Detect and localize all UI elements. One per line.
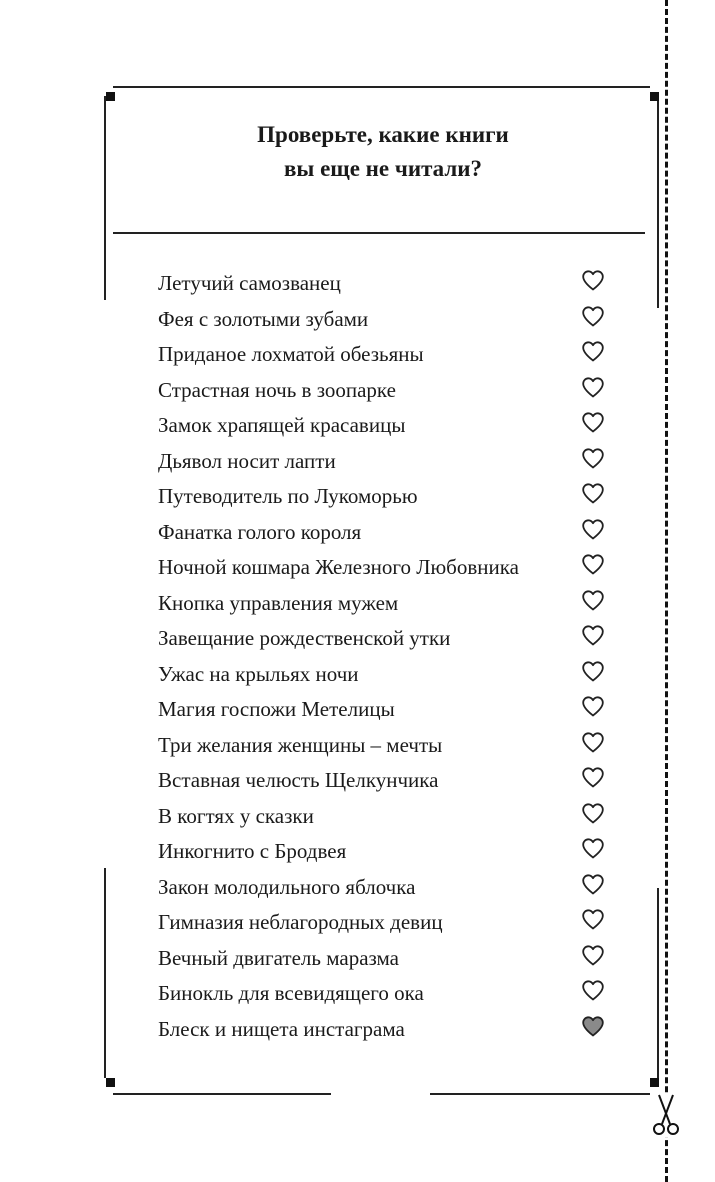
heart-icon[interactable] bbox=[581, 340, 605, 362]
heart-icon[interactable] bbox=[581, 979, 605, 1001]
book-title: Замок храпящей красавицы bbox=[158, 413, 406, 437]
book-title: Путеводитель по Лукоморью bbox=[158, 484, 418, 508]
heart-icon[interactable] bbox=[581, 660, 605, 682]
book-title: Блеск и нищета инстаграма bbox=[158, 1016, 405, 1041]
book-item bbox=[0, 905, 715, 941]
book-title: В когтях у сказки bbox=[158, 803, 314, 828]
book-item bbox=[0, 692, 715, 728]
book-item bbox=[0, 763, 715, 799]
book-item bbox=[0, 657, 715, 693]
heart-icon[interactable] bbox=[581, 518, 605, 540]
heart-icon[interactable] bbox=[581, 269, 605, 291]
book-title: Завещание рождественской утки bbox=[158, 626, 451, 650]
heart-icon[interactable] bbox=[581, 376, 605, 398]
book-item bbox=[0, 266, 715, 302]
book-item bbox=[0, 408, 715, 444]
heart-icon[interactable] bbox=[581, 731, 605, 753]
book-item bbox=[0, 586, 715, 622]
scissors-icon bbox=[651, 1093, 681, 1137]
heart-icon[interactable] bbox=[581, 553, 605, 575]
book-title: Кнопка управления мужем bbox=[158, 590, 399, 615]
book-item bbox=[0, 550, 715, 586]
book-item bbox=[0, 337, 715, 373]
book-item bbox=[0, 515, 715, 551]
book-title: Вечный двигатель маразма bbox=[158, 945, 399, 970]
book-list bbox=[0, 266, 715, 1047]
book-title: Закон молодильного яблочка bbox=[158, 874, 416, 899]
heart-icon[interactable] bbox=[581, 589, 605, 611]
book-title: Дьявол носит лапти bbox=[158, 448, 336, 473]
heart-icon[interactable] bbox=[581, 802, 605, 824]
book-item bbox=[0, 621, 715, 657]
heart-icon[interactable] bbox=[581, 837, 605, 859]
page-title-line2: вы еще не читали? bbox=[283, 156, 483, 181]
book-title: Бинокль для всевидящего ока bbox=[158, 981, 424, 1005]
heart-filled-icon[interactable] bbox=[581, 1015, 605, 1037]
heart-icon[interactable] bbox=[581, 908, 605, 930]
book-title: Магия госпожи Метелицы bbox=[158, 697, 395, 721]
book-item bbox=[0, 799, 715, 835]
book-title: Ночной кошмара Железного Любовника bbox=[158, 555, 519, 579]
book-title: Три желания женщины – мечты bbox=[158, 732, 443, 757]
book-title: Фанатка голого короля bbox=[158, 519, 362, 544]
heart-icon[interactable] bbox=[581, 411, 605, 433]
book-item bbox=[0, 444, 715, 480]
book-item bbox=[0, 479, 715, 515]
book-title: Вставная челюсть Щелкунчика bbox=[158, 768, 439, 792]
title-divider bbox=[113, 232, 645, 234]
book-title: Инкогнито с Бродвея bbox=[158, 839, 347, 863]
heart-icon[interactable] bbox=[581, 695, 605, 717]
book-title: Летучий самозванец bbox=[158, 271, 341, 295]
heart-icon[interactable] bbox=[581, 482, 605, 504]
book-item bbox=[0, 302, 715, 338]
book-item bbox=[0, 870, 715, 906]
page-title bbox=[108, 118, 658, 186]
heart-icon[interactable] bbox=[581, 873, 605, 895]
heart-icon[interactable] bbox=[581, 944, 605, 966]
book-title: Страстная ночь в зоопарке bbox=[158, 377, 396, 402]
book-item bbox=[0, 976, 715, 1012]
book-item bbox=[0, 1012, 715, 1048]
book-title: Ужас на крыльях ночи bbox=[158, 661, 359, 686]
page-title-line1: Проверьте, какие книги bbox=[257, 122, 509, 147]
heart-icon[interactable] bbox=[581, 305, 605, 327]
book-item bbox=[0, 834, 715, 870]
book-title: Гимназия неблагородных девиц bbox=[158, 910, 443, 934]
book-title: Приданое лохматой обезьяны bbox=[158, 342, 424, 366]
heart-icon[interactable] bbox=[581, 447, 605, 469]
book-item bbox=[0, 941, 715, 977]
book-title: Фея с золотыми зубами bbox=[158, 306, 369, 331]
heart-icon[interactable] bbox=[581, 766, 605, 788]
book-item bbox=[0, 728, 715, 764]
book-item bbox=[0, 373, 715, 409]
heart-icon[interactable] bbox=[581, 624, 605, 646]
